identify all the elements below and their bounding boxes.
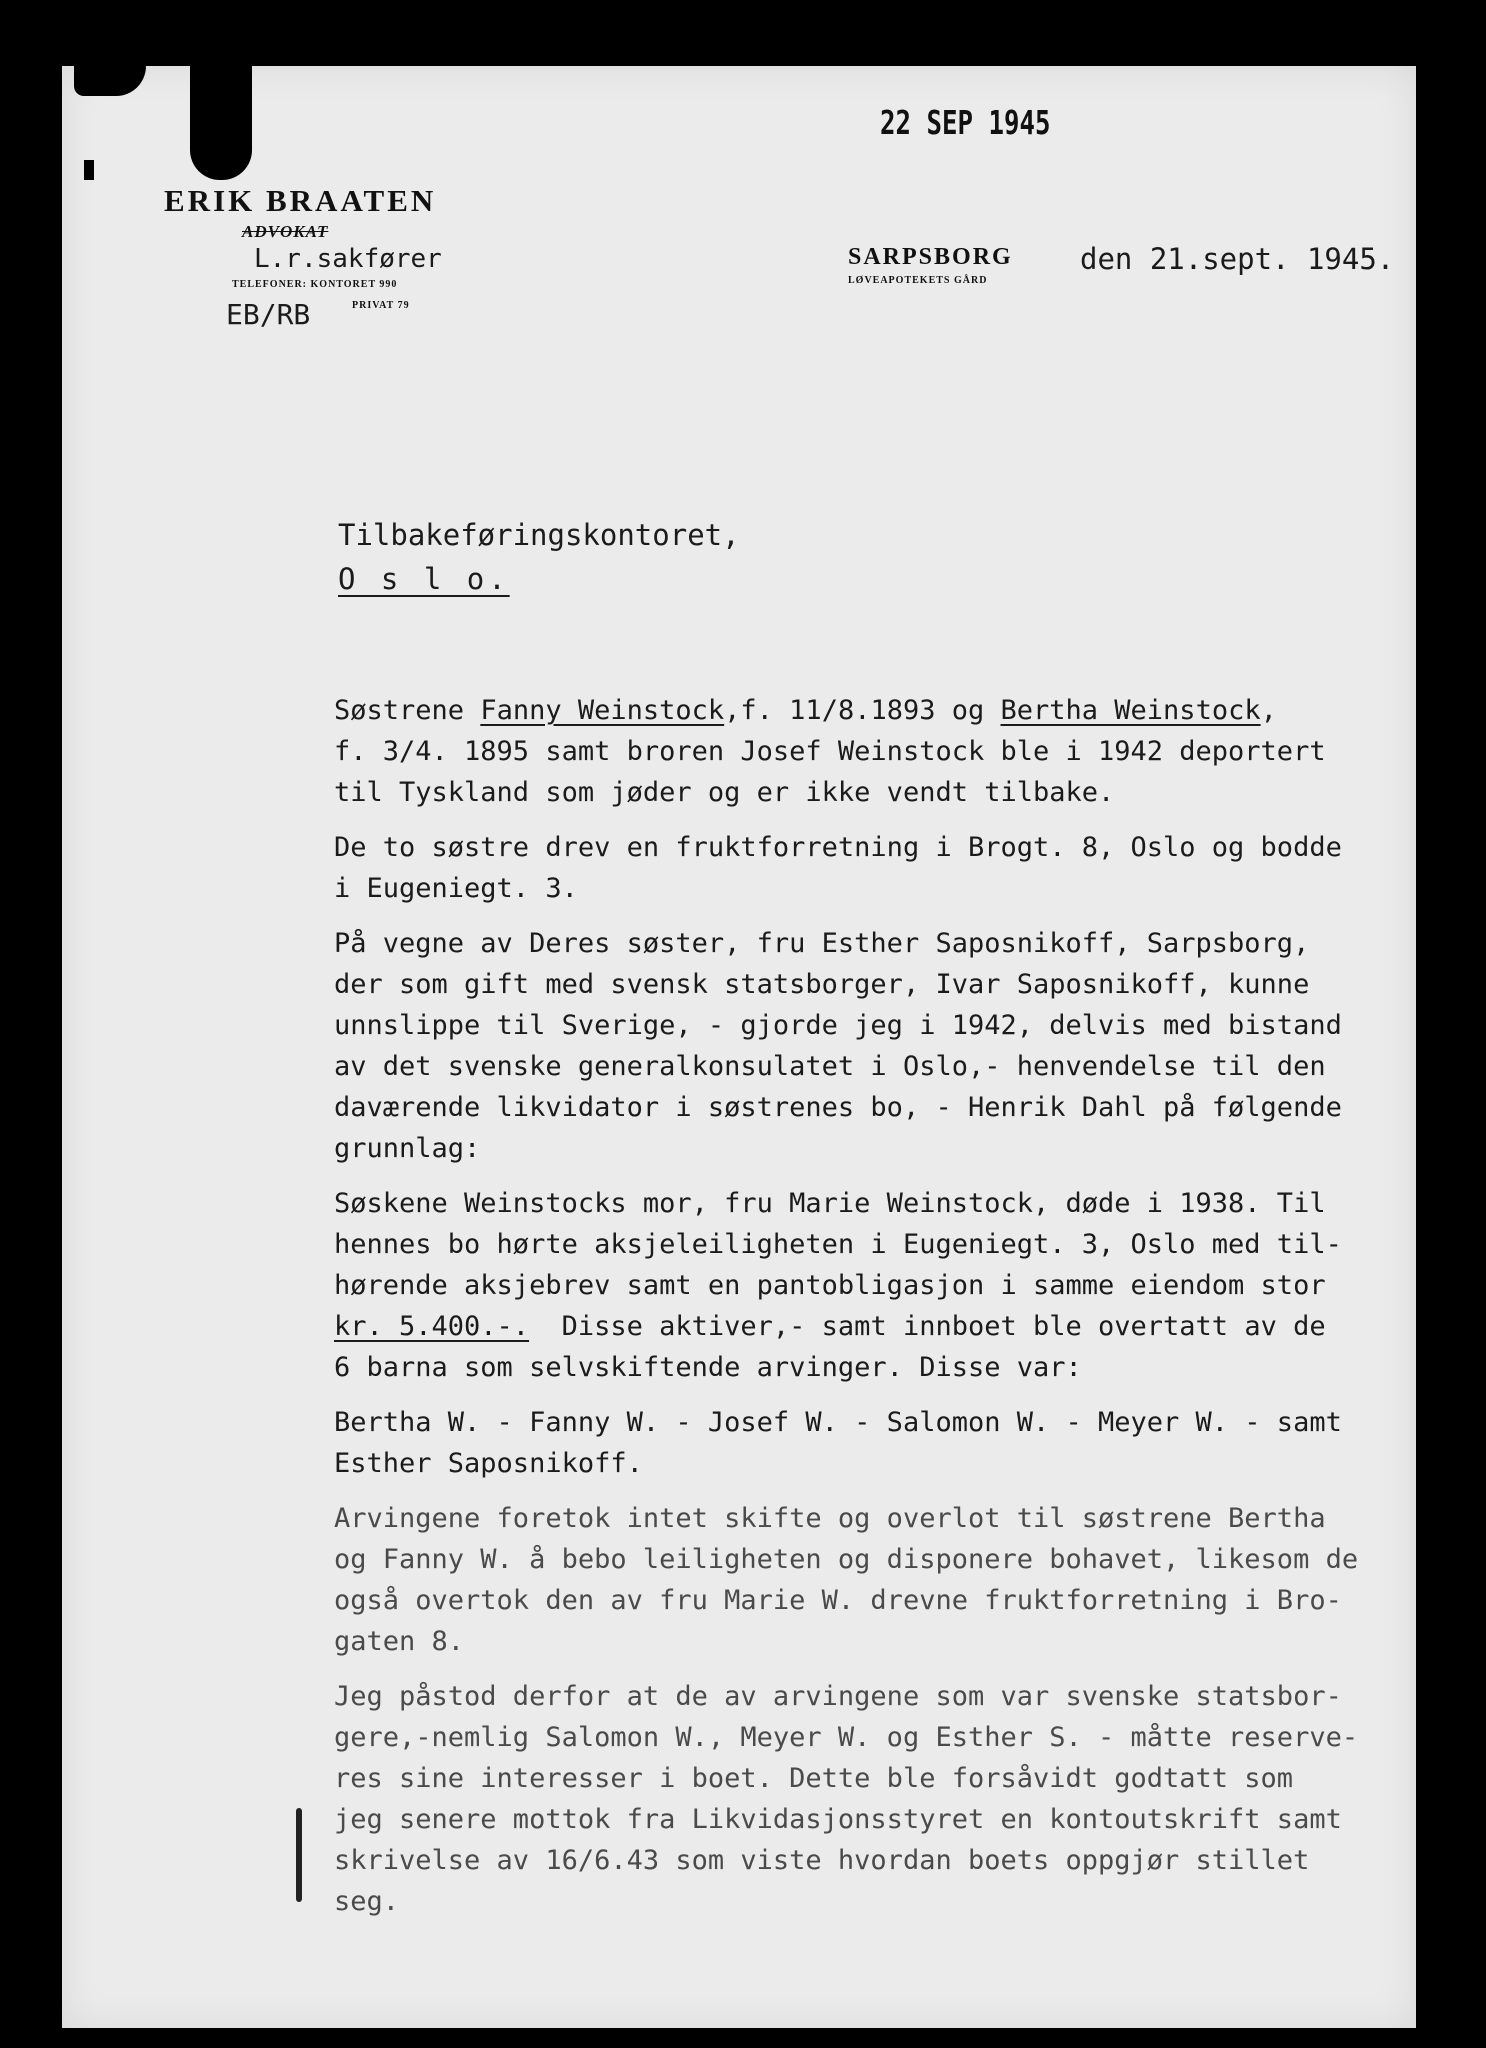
text: f. 3/4. 1895 samt broren Josef Weinstock ble i 1942 deportert til Tyskland som jøder og er ikke vendt tilbake. (334, 736, 1326, 808)
ink-blot (84, 160, 94, 180)
margin-pen-mark (296, 1808, 302, 1902)
text: Disse aktiver,- samt innboet ble overtatt av de 6 barna som selvskiftende arvinger. Disse var: (334, 1311, 1326, 1383)
paragraph-2: De to søstre drev en fruktforretning i Brogt. 8, Oslo og bodde i Eugeniegt. 3. (334, 832, 1342, 904)
letterhead-title: L.r.sakfører (254, 244, 442, 274)
reference-code: EB/RB (226, 298, 311, 331)
recipient-line2: O s l o. (338, 562, 510, 596)
letterhead-struck-title: ADVOKAT (242, 222, 329, 241)
paragraph-6: Arvingene foretok intet skifte og overlot til søstrene Bertha og Fanny W. å bebo leiligheten og disponere bohavet, likesom de også overtok den av fru Marie W. drevne fruktforretning i Bro- gaten 8. (334, 1503, 1359, 1657)
name-fanny: Fanny Weinstock (480, 695, 725, 726)
paragraph-5: Bertha W. - Fanny W. - Josef W. - Salomon W. - Meyer W. - samt Esther Saposnikoff. (334, 1407, 1342, 1479)
text: ,f. 11/8.1893 og (724, 695, 1001, 726)
ink-blot (190, 60, 252, 180)
letterhead-phone: TELEFONER: KONTORET 990 (232, 279, 398, 290)
letterhead-name: ERIK BRAATEN (164, 183, 437, 218)
letterhead-private-phone: PRIVAT 79 (352, 300, 410, 311)
recipient-line1: Tilbakeføringskontoret, (338, 518, 740, 552)
text: Søstrene (334, 695, 481, 726)
paragraph-1 (334, 690, 1354, 813)
text: , (1260, 695, 1277, 726)
paragraph-3: På vegne av Deres søster, fru Esther Saposnikoff, Sarpsborg, der som gift med svensk statsborger, Ivar Saposnikoff, kunne unnslippe til Sverige, - gjorde jeg i 1942, delvis med bistand av det svenske generalkonsulatet i Oslo,- henvendelse til den daværende likvidator i søstrenes bo, - Henrik Dahl på følgende grunnlag: (334, 928, 1342, 1164)
amount: kr. 5.400.-. (334, 1311, 530, 1342)
letter-date: den 21.sept. 1945. (1080, 242, 1395, 276)
paragraph-7: Jeg påstod derfor at de av arvingene som var svenske statsbor- gere,-nemlig Salomon W., Meyer W. og Esther S. - måtte reserve- res sine interesser i boet. Dette ble forsåvidt godtatt som jeg senere mottok fra Likvidasjonsstyret en kontoutskrift samt skrivelse av 16/6.43 som viste hvordan boets oppgjør stillet seg. (334, 1681, 1359, 1917)
date-stamp: 22 SEP 1945 (880, 103, 1051, 142)
paragraph-4 (334, 1183, 1354, 1388)
name-bertha: Bertha Weinstock (1000, 695, 1261, 726)
street-address: LØVEAPOTEKETS GÅRD (848, 275, 988, 286)
text: Søskene Weinstocks mor, fru Marie Weinstock, døde i 1938. Til hennes bo hørte aksjeleiligheten i Eugeniegt. 3, Oslo med til- hørende aksjebrev samt en pantobligasjon i samme eiendom stor (334, 1188, 1342, 1301)
city-name: SARPSBORG (848, 244, 1013, 270)
letter-body (334, 690, 1359, 1936)
